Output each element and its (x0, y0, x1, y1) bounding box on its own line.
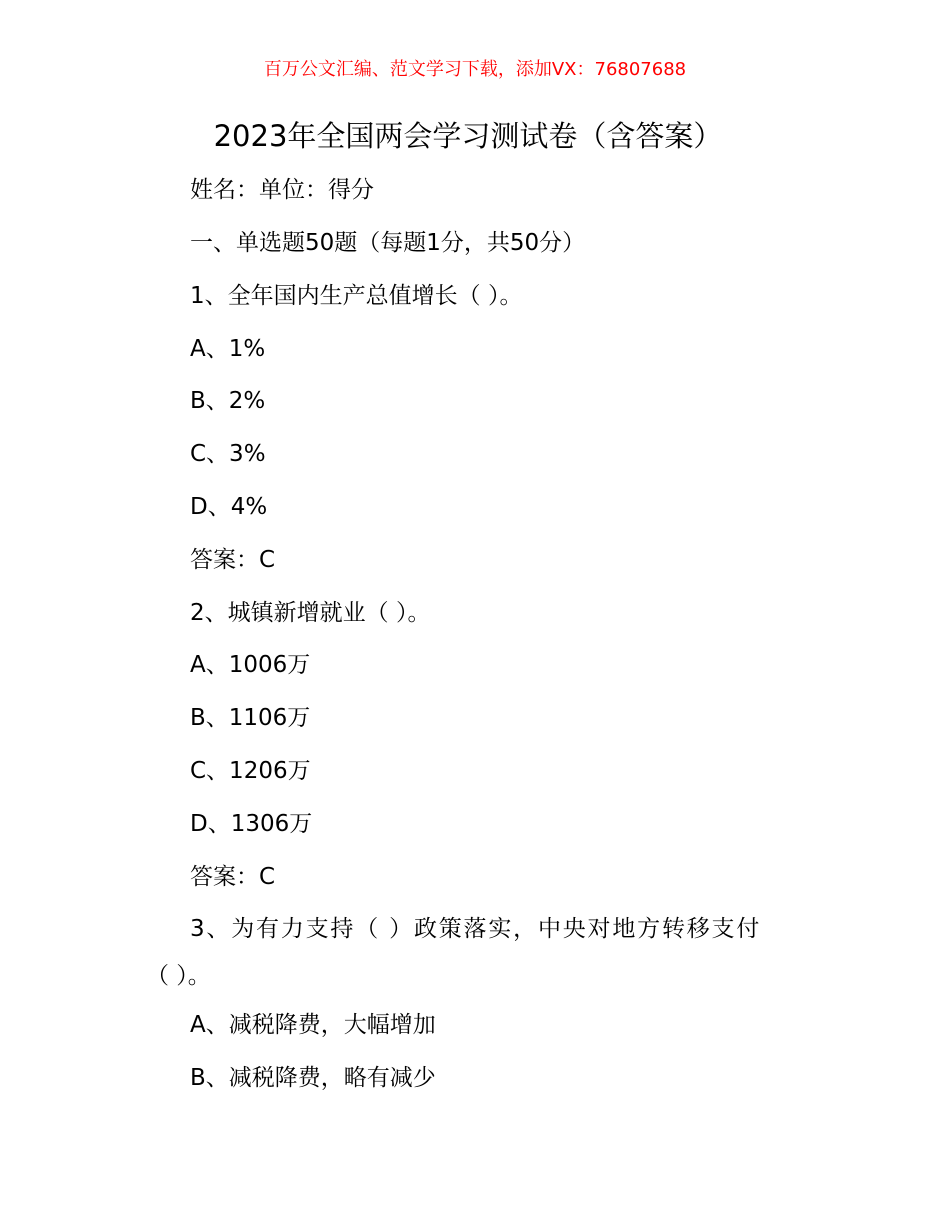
promo-banner: 百万公文汇编、范文学习下载，添加VX：76807688 (263, 59, 687, 80)
question-1-stem: 1、全年国内生产总值增长（ ）。 (190, 283, 523, 309)
question-2-stem: 2、城镇新增就业（ ）。 (190, 600, 431, 626)
question-3-stem-line1: 3、为有力支持（ ）政策落实，中央对地方转移支付 (190, 916, 762, 942)
question-3-option-b: B、减税降费，略有减少 (190, 1065, 436, 1091)
info-line: 姓名：单位：得分 (190, 177, 374, 203)
section-heading: 一、单选题50题（每题1分，共50分） (190, 230, 586, 256)
question-1-option-c: C、3% (190, 441, 266, 467)
document-title: 2023年全国两会学习测试卷（含答案） (213, 119, 723, 153)
question-1-option-a: A、1% (190, 336, 266, 362)
question-1-answer: 答案：C (190, 547, 276, 573)
question-2-option-c: C、1206万 (190, 758, 311, 784)
question-1-option-d: D、4% (190, 494, 268, 520)
question-2-option-b: B、1106万 (190, 705, 311, 731)
question-2-option-a: A、1006万 (190, 652, 311, 678)
question-2-option-d: D、1306万 (190, 811, 313, 837)
question-1-option-b: B、2% (190, 388, 266, 414)
question-3-stem-line2: （ ）。 (146, 963, 211, 989)
question-2-answer: 答案：C (190, 864, 276, 890)
question-3-option-a: A、减税降费，大幅增加 (190, 1012, 436, 1038)
